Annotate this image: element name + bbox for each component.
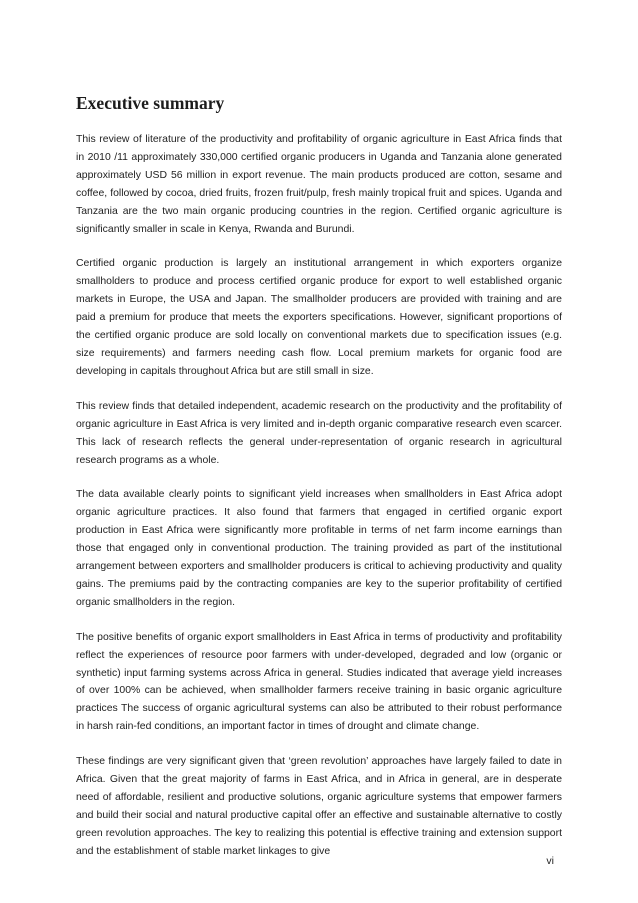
paragraph-yield-profitability: The data available clearly points to significant yield increases when smallholders in East Africa adopt organic agriculture practices. It also found that farmers that engaged in certified organic export production in East Africa were significantly more profitable in terms of net farm income earnings than those that engaged only in conventional production. The training provided as part of the institutional arrangement between exporters and smallholder producers is critical to achieving productivity and quality gains. The premiums paid by the contracting companies are key to the superior profitability of certified organic smallholders in the region.: [76, 489, 562, 608]
paragraph-positive-benefits: The positive benefits of organic export smallholders in East Africa in terms of productivity and profitability reflect the experiences of resource poor farmers with under-developed, degraded and low (organic or synthetic) input farming systems across Africa in general. Studies indicated that average yield increases of over 100% can be achieved, when smallholder farmers receive training in basic organic agriculture practices The success of organic agricultural systems can also be attributed to their robust performance in harsh rain-fed conditions, an important factor in times of drought and climate change.: [76, 631, 562, 733]
paragraph-market-overview: This review of literature of the productivity and profitability of organic agriculture in East Africa finds that in 2010 /11 approximately 330,000 certified organic producers in Uganda and Tanzania alone generated approximately USD 56 million in export revenue. The main products produced are cotton, sesame and coffee, followed by cocoa, dried fruits, frozen fruit/pulp, fresh mainly tropical fruit and spices. Uganda and Tanzania are the two main organic producing countries in the region. Certified organic agriculture is significantly smaller in scale in Kenya, Rwanda and Burundi.: [76, 134, 562, 235]
section-heading: Executive summary: [76, 93, 225, 113]
paragraph-institutional-arrangement: Certified organic production is largely an institutional arrangement in which exporters organize smallholders to produce and process certified organic produce for export to well established organic markets in Europe, the USA and Japan. The smallholder producers are provided with training and are paid a premium for produce that meets the exporters specifications. However, significant proportions of the certified organic produce are sold locally on conventional markets due to specification issues (e.g. size requirements) and farmers needing cash flow. Local premium markets for organic food are developing in capitals throughout Africa but are still small in size.: [76, 258, 562, 377]
paragraph-green-revolution: These findings are very significant given that ‘green revolution’ approaches have largely failed to date in Africa. Given that the great majority of farms in East Africa, and in Africa in general, are in desperate need of affordable, resilient and productive solutions, organic agriculture systems that empower farmers and build their social and natural productive capital offer an effective and sustainable alternative to costly green revolution approaches. The key to realizing this potential is effective training and extension support and the establishment of stable market linkages to give: [76, 756, 562, 857]
paragraph-research-gap: This review finds that detailed independent, academic research on the productivity and the profitability of organic agriculture in East Africa is very limited and in-depth organic comparative research even scarcer. This lack of research reflects the general under-representation of organic research in agricultural research programs as a whole.: [76, 400, 562, 466]
page-content: [76, 92, 562, 861]
page-number: vi: [546, 855, 554, 867]
